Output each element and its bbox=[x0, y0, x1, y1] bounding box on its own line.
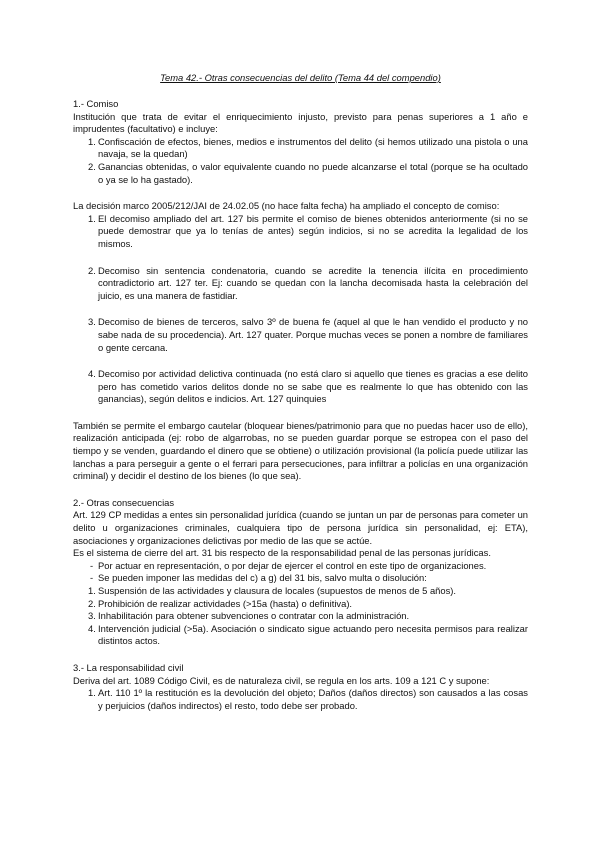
list-item bbox=[73, 610, 528, 623]
decision-marco-paragraph: La decisión marco 2005/212/JAI de 24.02.05 (no hace falta fecha) ha ampliado el concepto de comiso: bbox=[73, 200, 500, 212]
list-item bbox=[73, 213, 528, 251]
medidas-list bbox=[73, 585, 528, 648]
list-text: Decomiso sin sentencia condenatoria, cuando se acredite la tenencia ilícita en procedimiento contradictorio art. 127 ter. Ej: cuando se quedan con la lancha decomisada hasta la celebración del juicio, es una manera de fastidiar. bbox=[98, 264, 528, 301]
decomiso-list bbox=[73, 213, 528, 406]
list-text: Se pueden imponer las medidas del c) a g) del 31 bis, salvo multa o disolución: bbox=[98, 572, 427, 584]
list-text: Ganancias obtenidas, o valor equivalente cuando no puede alcanzarse el total (porque se ha ocultado o ya se lo ha gastado). bbox=[98, 160, 528, 185]
list-number: 4. bbox=[88, 622, 96, 634]
dash-list bbox=[73, 560, 528, 585]
page-title: Tema 42.- Otras consecuencias del delito (Tema 44 del compendio) bbox=[160, 72, 441, 83]
list-text: Decomiso de bienes de terceros, salvo 3º de buena fe (aquel al que le han vendido el producto y no sabe nada de su procedencia). Art. 127 quater. Porque muchas veces se ponen a nombre de familiares o gente cercana. bbox=[98, 316, 528, 353]
responsabilidad-list bbox=[73, 687, 528, 712]
list-number: 2. bbox=[88, 160, 96, 172]
section-2-paragraph-1: Art. 129 CP medidas a entes sin personalidad jurídica (cuando se juntan un par de personas para cometer un delito u organizaciones criminales, cualquiera tipo de persona jurídica sin personalidad, ej: ETA), asociaciones y organizaciones delictivas por medio de las que se actúe. bbox=[73, 509, 528, 546]
section-1-intro: Institución que trata de evitar el enriquecimiento injusto, previsto para penas superiores a 1 año e imprudentes (facultativo) e incluye: bbox=[73, 110, 528, 135]
list-item bbox=[73, 572, 528, 585]
list-number: 3. bbox=[88, 316, 96, 328]
list-number: 1. bbox=[88, 212, 96, 224]
list-number: 4. bbox=[88, 368, 96, 380]
list-item bbox=[73, 368, 528, 406]
dash-bullet: - bbox=[90, 559, 94, 571]
list-number: 1. bbox=[88, 585, 96, 596]
list-number: 1. bbox=[88, 135, 96, 147]
list-text: Por actuar en representación, o por dejar de ejercer el control en este tipo de organizaciones. bbox=[98, 559, 487, 571]
list-text: El decomiso ampliado del art. 127 bis permite el comiso de bienes obtenidos anteriormente (si no se puede demostrar que ya lo tenías de antes) según indicios, si no se acredita la legalidad de los mismos. bbox=[98, 212, 528, 249]
list-number: 2. bbox=[88, 264, 96, 276]
list-text: Inhabilitación para obtener subvenciones o contratar con la administración. bbox=[98, 610, 410, 622]
section-2-paragraph-2: Es el sistema de cierre del art. 31 bis respecto de la responsabilidad penal de las personas jurídicas. bbox=[73, 547, 491, 559]
list-text: Intervención judicial (>5a). Asociación o sindicato sigue actuando pero necesita permisos para realizar distintos actos. bbox=[98, 622, 528, 647]
dash-bullet: - bbox=[90, 572, 94, 584]
list-item bbox=[73, 623, 528, 648]
comiso-list bbox=[73, 136, 528, 186]
list-text: Suspensión de las actividades y clausura de locales (supuestos de menos de 5 años). bbox=[98, 585, 457, 596]
list-item bbox=[73, 687, 528, 712]
list-text: Confiscación de efectos, bienes, medios e instrumentos del delito (si hemos utilizado una pistola o una navaja, se la quedan) bbox=[98, 135, 528, 160]
document-page bbox=[73, 72, 528, 712]
list-item bbox=[73, 136, 528, 161]
section-3-heading: 3.- La responsabilidad civil bbox=[73, 661, 184, 673]
section-2-heading: 2.- Otras consecuencias bbox=[73, 496, 175, 508]
list-text: Prohibición de realizar actividades (>15a (hasta) o definitiva). bbox=[98, 597, 353, 609]
list-number: 2. bbox=[88, 597, 96, 609]
list-item bbox=[73, 585, 528, 598]
list-item bbox=[73, 316, 528, 354]
section-1-heading: 1.- Comiso bbox=[73, 98, 119, 109]
list-item bbox=[73, 161, 528, 186]
list-text: Decomiso por actividad delictiva continuada (no está claro si aquello que tienes es gracias a ese delito pero has cometido varios delitos donde no se sabe que es realmente lo que has obtenido con las ganancias), según delitos e indicios. Art. 127 quinquies bbox=[98, 368, 528, 405]
embargo-paragraph: También se permite el embargo cautelar (bloquear bienes/patrimonio para que no puedas hacer uso de ello), realización anticipada (ej: robo de algarrobas, no se pueden guardar porque se estropea con el paso del tiempo y se venden, guardando el dinero que se obtiene) o utilización provisional (la policía puede utilizar las lanchas a para perseguir a gente o el ferrari para persecuciones, para infiltrar a policías en una organización criminal) y decidir el destino de los bienes (lo que sea). bbox=[73, 419, 528, 482]
list-text: Art. 110 1º la restitución es la devolución del objeto; Daños (daños directos) son causados a las cosas y perjuicios (daños indirectos) el resto, todo debe ser probado. bbox=[98, 687, 528, 711]
list-item bbox=[73, 598, 528, 611]
list-number: 1. bbox=[88, 687, 96, 699]
section-3-paragraph-1: Deriva del art. 1089 Código Civil, es de naturaleza civil, se regula en los arts. 109 a 121 C y supone: bbox=[73, 674, 490, 686]
list-number: 3. bbox=[88, 610, 96, 622]
list-item bbox=[73, 560, 528, 573]
list-item bbox=[73, 265, 528, 303]
